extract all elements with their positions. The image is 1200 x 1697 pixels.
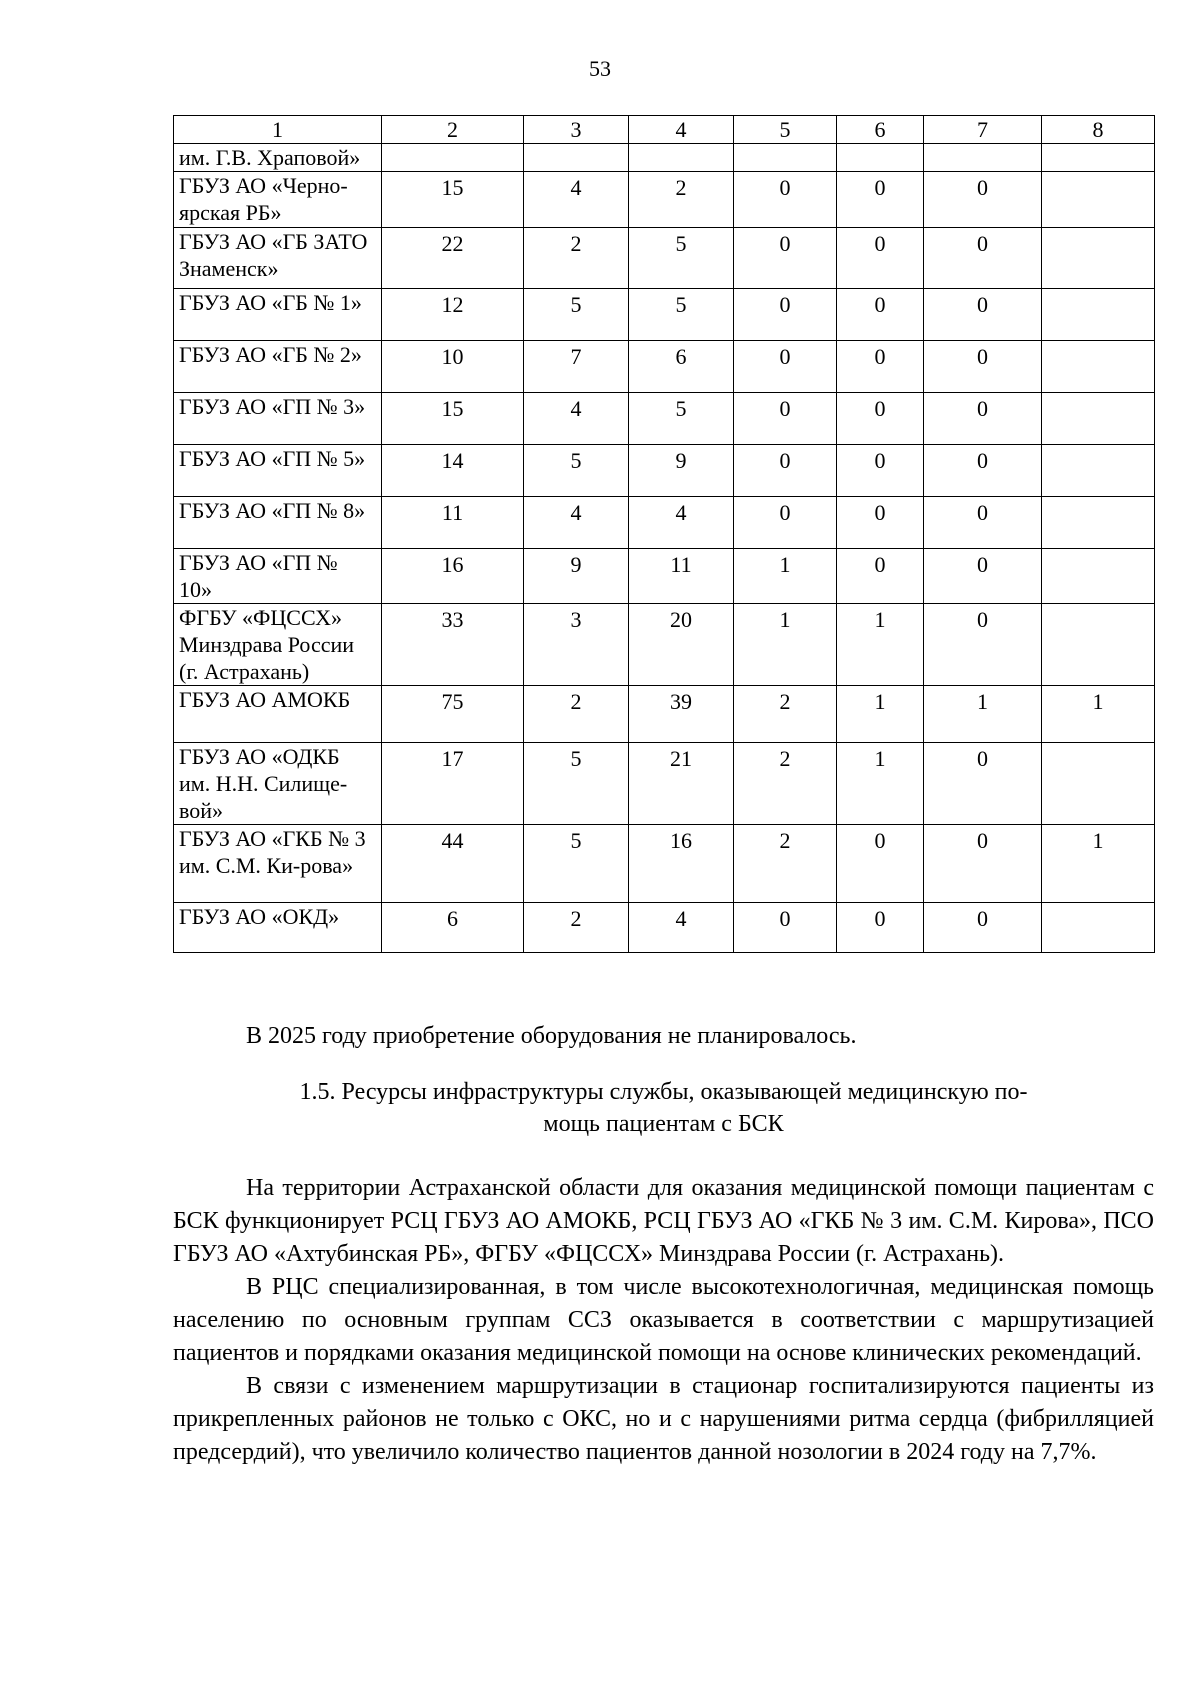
value-cell: 0 [734,393,837,445]
table-header-row [174,116,1155,144]
value-cell: 2 [734,686,837,743]
column-header: 5 [734,116,837,144]
value-cell: 3 [524,604,629,686]
value-cell: 6 [382,903,524,953]
table-row [174,497,1155,549]
value-cell [524,144,629,172]
section-heading-line-2: мощь пациентам с БСК [543,1111,784,1137]
column-header: 6 [837,116,924,144]
table-row [174,825,1155,903]
value-cell [1042,445,1155,497]
value-cell: 9 [524,549,629,604]
value-cell: 0 [837,903,924,953]
value-cell: 75 [382,686,524,743]
value-cell: 0 [837,445,924,497]
value-cell: 16 [382,549,524,604]
column-header: 3 [524,116,629,144]
value-cell: 4 [524,497,629,549]
value-cell: 0 [924,393,1042,445]
value-cell [1042,497,1155,549]
value-cell: 0 [837,289,924,341]
institution-name-cell: ГБУЗ АО АМОКБ [174,686,382,743]
value-cell: 0 [837,825,924,903]
institution-name-cell: ГБУЗ АО «ГБ № 2» [174,341,382,393]
value-cell: 0 [734,289,837,341]
value-cell: 5 [524,825,629,903]
paragraph: На территории Астраханской области для оказания медицинской помощи пациентам с БСК функционирует РСЦ ГБУЗ АО АМОКБ, РСЦ ГБУЗ АО «ГКБ № 3 им. С.М. Кирова», ПСО ГБУЗ АО «Ахтубинская РБ», ФГБУ «ФЦССХ» Минздрава России (г. Астрахань). [173,1175,1154,1267]
value-cell [1042,289,1155,341]
value-cell: 11 [382,497,524,549]
column-header: 4 [629,116,734,144]
value-cell: 0 [837,393,924,445]
value-cell: 12 [382,289,524,341]
value-cell: 20 [629,604,734,686]
value-cell [1042,549,1155,604]
table-row [174,743,1155,825]
value-cell: 44 [382,825,524,903]
value-cell: 0 [837,341,924,393]
value-cell [734,144,837,172]
value-cell: 0 [924,903,1042,953]
value-cell: 0 [734,903,837,953]
value-cell: 4 [629,903,734,953]
value-cell: 0 [924,341,1042,393]
table-row [174,289,1155,341]
value-cell: 17 [382,743,524,825]
value-cell: 5 [629,393,734,445]
value-cell: 0 [734,172,837,228]
table-body [174,144,1155,953]
value-cell: 2 [629,172,734,228]
table-row [174,903,1155,953]
value-cell: 16 [629,825,734,903]
value-cell: 0 [837,497,924,549]
value-cell: 0 [924,604,1042,686]
value-cell: 9 [629,445,734,497]
column-header: 7 [924,116,1042,144]
value-cell: 33 [382,604,524,686]
value-cell: 4 [629,497,734,549]
value-cell: 0 [924,497,1042,549]
value-cell: 5 [524,743,629,825]
table-row [174,686,1155,743]
value-cell: 0 [924,549,1042,604]
institution-name-cell: ГБУЗ АО «ОДКБ им. Н.Н. Силище-вой» [174,743,382,825]
institution-name-cell: ГБУЗ АО «ГБ ЗАТО Знаменск» [174,228,382,289]
value-cell: 0 [734,341,837,393]
value-cell: 0 [924,289,1042,341]
value-cell: 14 [382,445,524,497]
value-cell: 2 [734,825,837,903]
column-header: 2 [382,116,524,144]
institution-name-cell: ФГБУ «ФЦССХ» Минздрава России (г. Астрахань) [174,604,382,686]
column-header: 8 [1042,116,1155,144]
value-cell: 1 [924,686,1042,743]
value-cell: 1 [1042,825,1155,903]
value-cell [382,144,524,172]
value-cell [837,144,924,172]
value-cell: 0 [924,825,1042,903]
value-cell: 15 [382,172,524,228]
column-header: 1 [174,116,382,144]
table-row [174,144,1155,172]
value-cell: 1 [837,604,924,686]
value-cell: 5 [524,445,629,497]
value-cell: 0 [734,228,837,289]
value-cell: 2 [524,228,629,289]
equipment-note: В 2025 году приобретение оборудования не планировалось. [246,1023,857,1049]
value-cell: 0 [924,445,1042,497]
value-cell: 2 [734,743,837,825]
institution-name-cell: им. Г.В. Храповой» [174,144,382,172]
paragraph: В РЦС специализированная, в том числе высокотехнологичная, медицинская помощь населению по основным группам ССЗ оказывается в соответствии с маршрутизацией пациентов и порядками оказания медицинской помощи на основе клинических рекомендаций. [173,1274,1154,1366]
institution-name-cell: ГБУЗ АО «ГП № 3» [174,393,382,445]
value-cell: 5 [524,289,629,341]
section-heading [173,1076,1154,1140]
institution-name-cell: ГБУЗ АО «ГП № 8» [174,497,382,549]
value-cell [1042,172,1155,228]
table-row [174,341,1155,393]
institution-name-cell: ГБУЗ АО «ГКБ № 3 им. С.М. Ки-рова» [174,825,382,903]
value-cell: 0 [837,228,924,289]
table-row [174,393,1155,445]
institution-name-cell: ГБУЗ АО «Черно-ярская РБ» [174,172,382,228]
value-cell: 5 [629,289,734,341]
value-cell: 10 [382,341,524,393]
table-row [174,228,1155,289]
value-cell [1042,341,1155,393]
value-cell: 15 [382,393,524,445]
section-heading-line-1: 1.5. Ресурсы инфраструктуры службы, оказывающей медицинскую по- [299,1079,1028,1105]
value-cell: 11 [629,549,734,604]
value-cell: 0 [734,445,837,497]
institution-name-cell: ГБУЗ АО «ГП № 5» [174,445,382,497]
institution-name-cell: ГБУЗ АО «ОКД» [174,903,382,953]
value-cell: 0 [924,743,1042,825]
value-cell: 22 [382,228,524,289]
value-cell: 1 [1042,686,1155,743]
value-cell [1042,144,1155,172]
data-table [173,115,1155,953]
value-cell: 1 [837,686,924,743]
value-cell: 1 [734,604,837,686]
value-cell: 0 [734,497,837,549]
value-cell [1042,228,1155,289]
value-cell: 2 [524,903,629,953]
value-cell: 1 [734,549,837,604]
value-cell: 0 [837,172,924,228]
institution-name-cell: ГБУЗ АО «ГБ № 1» [174,289,382,341]
table-row [174,604,1155,686]
page-number: 53 [589,56,611,81]
value-cell: 2 [524,686,629,743]
value-cell: 0 [837,549,924,604]
value-cell [924,144,1042,172]
table-row [174,172,1155,228]
value-cell: 4 [524,393,629,445]
body-text [173,1172,1154,1469]
value-cell: 7 [524,341,629,393]
value-cell [1042,743,1155,825]
value-cell: 39 [629,686,734,743]
value-cell [1042,903,1155,953]
value-cell: 6 [629,341,734,393]
table-row [174,445,1155,497]
paragraph: В связи с изменением маршрутизации в стационар госпитализируются пациенты из прикрепленных районов не только с ОКС, но и с нарушениями ритма сердца (фибрилляцией предсердий), что увеличило количество пациентов данной нозологии в 2024 году на 7,7%. [173,1373,1154,1465]
value-cell: 21 [629,743,734,825]
value-cell [629,144,734,172]
value-cell [1042,604,1155,686]
value-cell [1042,393,1155,445]
value-cell: 0 [924,172,1042,228]
value-cell: 1 [837,743,924,825]
value-cell: 5 [629,228,734,289]
institution-name-cell: ГБУЗ АО «ГП № 10» [174,549,382,604]
table-row [174,549,1155,604]
value-cell: 0 [924,228,1042,289]
value-cell: 4 [524,172,629,228]
